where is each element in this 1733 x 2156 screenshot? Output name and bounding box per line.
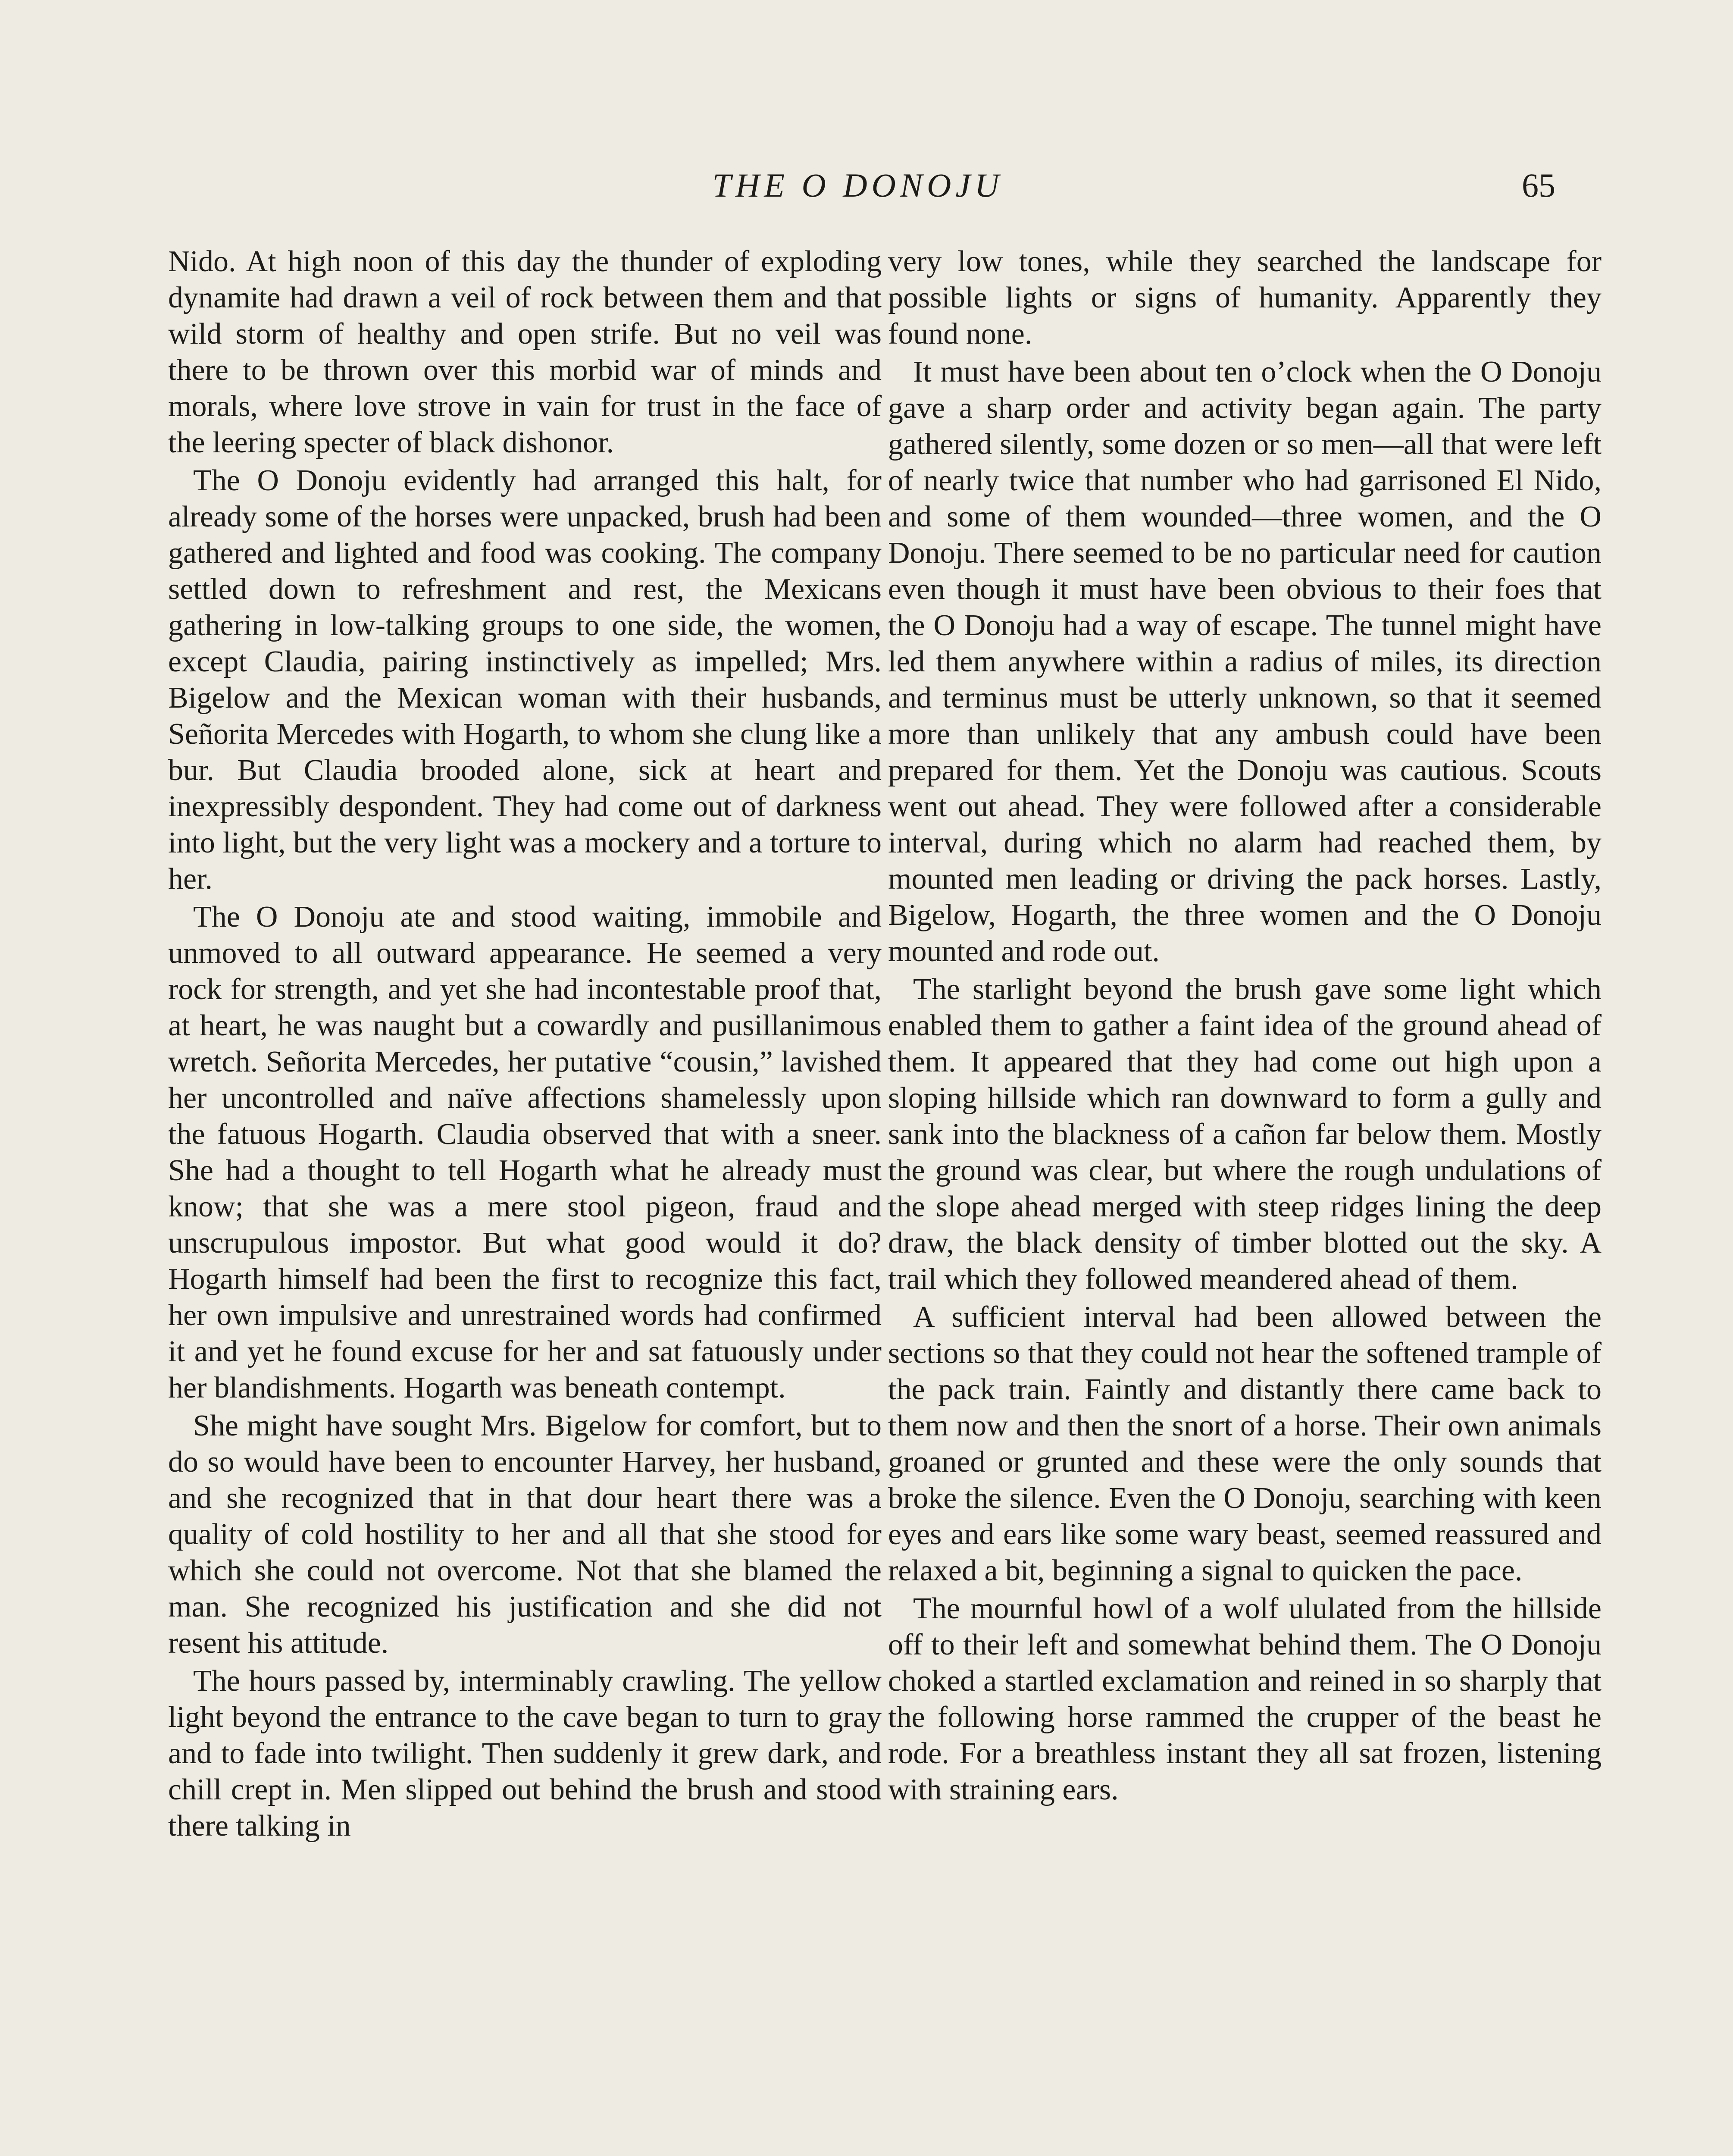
page-number: 65: [1522, 166, 1555, 204]
paragraph: The hours passed by, interminably crawling. The yellow light beyond the entrance to the cave began to turn to gray and to fade into twilight. Then suddenly it grew dark, and chill crept in. Men slipped out behind the brush and stood there talking in: [168, 1664, 882, 1843]
running-title: THE O DONOJU: [712, 166, 1004, 204]
paragraph: It must have been about ten o’clock when the O Donoju gave a sharp order and activity began again. The party gathered silently, some dozen or so men—all that were left of nearly twice that number who had garrisoned El Nido, and some of them wounded—three women, and the O Donoju. There seemed to be no particular need for caution even though it must have been obvious to their foes that the O Donoju had a way of escape. The tunnel might have led them anywhere within a radius of miles, its direction and terminus must be utterly unknown, so that it seemed more than unlikely that any ambush could have been prepared for them. Yet the Donoju was cautious. Scouts went out ahead. They were followed after a considerable interval, during which no alarm had reached them, by mounted men leading or driving the pack horses. Lastly, Bigelow, Hogarth, the three women and the O Donoju mounted and rode out.: [888, 355, 1602, 968]
paragraph: The O Donoju ate and stood waiting, immobile and unmoved to all outward appearance. He seemed a very rock for strength, and yet she had incontestable proof that, at heart, he was naught but a cowardly and pusillanimous wretch. Señorita Mercedes, her putative “cousin,” lavished her uncontrolled and naïve affections shamelessly upon the fatuous Hogarth. Claudia observed that with a sneer. She had a thought to tell Hogarth what he already must know; that she was a mere stool pigeon, fraud and unscrupulous impostor. But what good would it do? Hogarth himself had been the first to recognize this fact, her own impulsive and unrestrained words had confirmed it and yet he found excuse for her and sat fatuously under her blandishments. Hogarth was beneath contempt.: [168, 900, 882, 1404]
paragraph: She might have sought Mrs. Bigelow for comfort, but to do so would have been to encounter Harvey, her husband, and she recognized that in that dour heart there was a quality of cold hostility to her and all that she stood for which she could not overcome. Not that she blamed the man. She recognized his justification and she did not resent his attitude.: [168, 1409, 882, 1660]
running-head: [0, 166, 1733, 218]
paragraph: The starlight beyond the brush gave some light which enabled them to gather a faint idea of the ground ahead of them. It appeared that they had come out high upon a sloping hillside which ran downward to form a gully and sank into the blackness of a cañon far below them. Mostly the ground was clear, but where the rough undulations of the slope ahead merged with steep ridges lining the deep draw, the black density of timber blotted out the sky. A trail which they followed meandered ahead of them.: [888, 973, 1602, 1296]
paragraph: A sufficient interval had been allowed between the sections so that they could not hear the softened trample of the pack train. Faintly and distantly there came back to them now and then the snort of a horse. Their own animals groaned or grunted and these were the only sounds that broke the silence. Even the O Donoju, searching with keen eyes and ears like some wary beast, seemed reassured and relaxed a bit, beginning a signal to quicken the pace.: [888, 1300, 1602, 1587]
paragraph: The mournful howl of a wolf ululated from the hillside off to their left and somewhat behind them. The O Donoju choked a startled exclamation and reined in so sharply that the following horse rammed the crupper of the beast he rode. For a breathless instant they all sat frozen, listening with straining ears.: [888, 1592, 1602, 1806]
paragraph: The O Donoju evidently had arranged this halt, for already some of the horses were unpacked, brush had been gathered and lighted and food was cooking. The company settled down to refreshment and rest, the Mexicans gathering in low-talking groups to one side, the women, except Claudia, pairing instinctively as impelled; Mrs. Bigelow and the Mexican woman with their husbands, Señorita Mercedes with Hogarth, to whom she clung like a bur. But Claudia brooded alone, sick at heart and inexpressibly despondent. They had come out of darkness into light, but the very light was a mockery and a torture to her.: [168, 464, 882, 896]
left-column: [168, 244, 882, 1846]
right-column: [888, 244, 1602, 1810]
paragraph: very low tones, while they searched the landscape for possible lights or signs of humanity. Apparently they found none.: [888, 245, 1602, 351]
paragraph: Nido. At high noon of this day the thunder of exploding dynamite had drawn a veil of rock between them and that wild storm of healthy and open strife. But no veil was there to be thrown over this morbid war of minds and morals, where love strove in vain for trust in the face of the leering specter of black dishonor.: [168, 245, 882, 459]
